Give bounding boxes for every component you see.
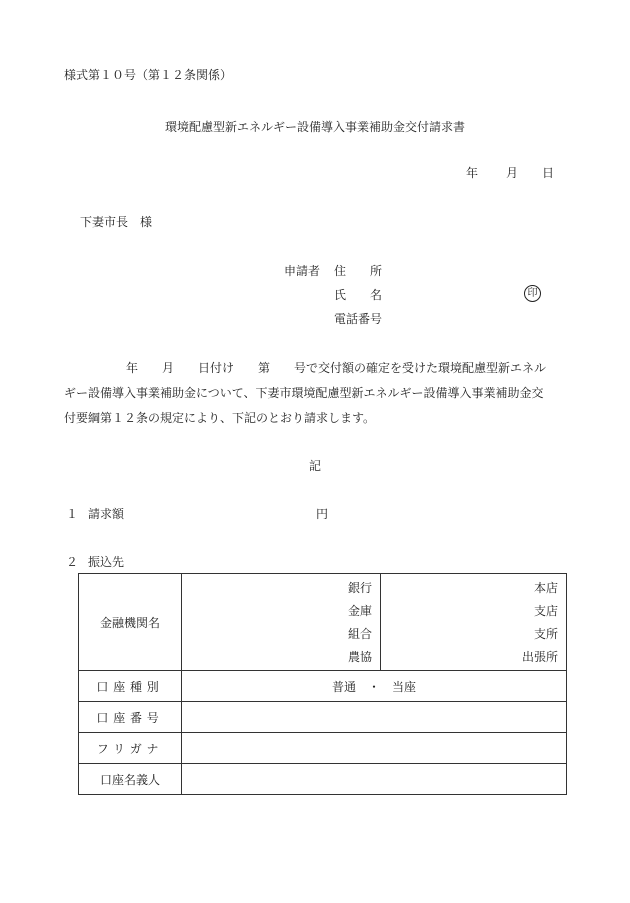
addressee: 下妻市長 様 — [80, 215, 153, 229]
request-body-text — [64, 356, 584, 431]
institution-type-shinkin: 金庫 — [347, 604, 372, 618]
furigana-header: フリガナ — [79, 733, 182, 764]
transfer-label: 振込先 — [88, 555, 125, 569]
branch-type-sub-branch: 支所 — [533, 627, 558, 641]
form-number: 様式第１０号（第１２条関係） — [64, 68, 233, 82]
account-type-header: 口座種別 — [79, 671, 182, 702]
furigana-cell[interactable] — [182, 733, 567, 764]
seal-mark: 印 — [524, 285, 541, 302]
body-line-3: 付要綱第１２条の規定により、下記のとおり請求します。 — [64, 411, 376, 425]
branch-type-head-office: 本店 — [533, 581, 558, 595]
institution-name-header: 金融機関名 — [79, 574, 182, 671]
transfer-item-number: ２ — [66, 555, 79, 569]
branch-type-agency: 出張所 — [521, 650, 558, 664]
account-holder-header: 口座名義人 — [79, 764, 182, 795]
address-label: 住 所 — [334, 264, 383, 278]
institution-name-cell[interactable] — [182, 574, 567, 671]
account-type-cell[interactable]: 普通 ・ 当座 — [182, 671, 567, 702]
date-day-label: 日 — [542, 166, 555, 180]
name-label: 氏 名 — [334, 288, 383, 302]
branch-type-list — [381, 574, 566, 670]
body-line-2: ギー設備導入事業補助金について、下妻市環境配慮型新エネルギー設備導入事業補助金交 — [64, 386, 544, 400]
institution-type-kumiai: 組合 — [347, 627, 372, 641]
date-month-label: 月 — [506, 166, 519, 180]
phone-label: 電話番号 — [334, 312, 383, 326]
request-amount-label: 請求額 — [88, 507, 125, 521]
institution-type-nokyo: 農協 — [347, 650, 372, 664]
request-item-number: １ — [66, 507, 79, 521]
document-title: 環境配慮型新エネルギー設備導入事業補助金交付請求書 — [164, 120, 465, 134]
institution-type-bank: 銀行 — [347, 581, 372, 595]
ki-heading: 記 — [308, 459, 321, 473]
bank-account-table — [78, 573, 567, 795]
institution-type-list — [182, 574, 381, 670]
account-number-cell[interactable] — [182, 702, 567, 733]
account-holder-cell[interactable] — [182, 764, 567, 795]
applicant-label: 申請者 — [284, 264, 321, 278]
body-line-1: 年 月 日付け 第 号で交付額の確定を受けた環境配慮型新エネル — [126, 361, 547, 375]
date-year-label: 年 — [466, 166, 479, 180]
yen-unit: 円 — [316, 507, 329, 521]
account-number-header: 口座番号 — [79, 702, 182, 733]
branch-type-branch: 支店 — [533, 604, 558, 618]
